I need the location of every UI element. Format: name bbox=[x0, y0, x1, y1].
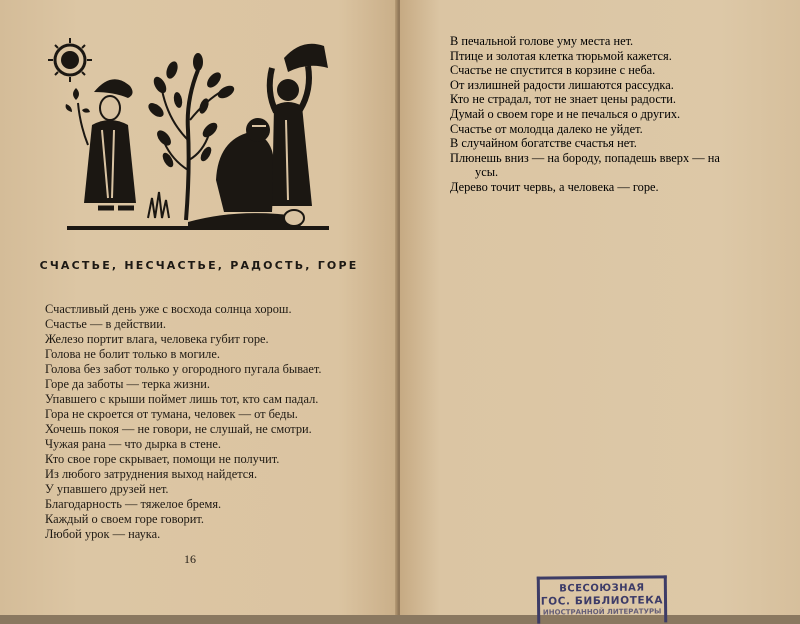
proverb-line: Дерево точит червь, а человека — горе. bbox=[450, 179, 659, 194]
proverb-line: Голова без забот только у огородного пугала бывает. bbox=[45, 362, 322, 376]
proverb-continuation-text: усы. bbox=[475, 165, 499, 180]
proverb-line: Плюнешь вниз — на бороду, попадешь вверх — на bbox=[450, 150, 720, 165]
proverb-line: Каждый о своем горе говорит. bbox=[45, 512, 204, 526]
section-title: СЧАСТЬЕ, НЕСЧАСТЬЕ, РАДОСТЬ, ГОРЕ bbox=[39, 259, 359, 272]
proverb-line: Чужая рана — что дырка в стене. bbox=[45, 437, 221, 451]
page-number: 16 bbox=[184, 552, 196, 566]
proverb-line: Из любого затруднения выход найдется. bbox=[45, 467, 258, 481]
proverb-line: Упавшего с крыши поймет лишь тот, кто сам падал. bbox=[45, 392, 319, 406]
proverb-list-right bbox=[450, 34, 720, 195]
proverb-line: Счастье не спустится в корзине с неба. bbox=[450, 63, 656, 78]
proverb-line: Гора не скроется от тумана, человек — от беды. bbox=[45, 407, 298, 421]
woodcut-illustration-icon bbox=[48, 30, 333, 235]
left-page bbox=[0, 0, 398, 615]
proverb-line: Птице и золотая клетка тюрьмой кажется. bbox=[450, 48, 672, 63]
proverb-line: Голова не болит только в могиле. bbox=[45, 347, 220, 361]
proverb-line: Любой урок — наука. bbox=[45, 527, 161, 541]
proverb-line-continuation bbox=[450, 165, 720, 180]
proverb-line: Счастье — в действии. bbox=[45, 317, 166, 331]
proverb-line: Счастливый день уже с восхода солнца хорош. bbox=[45, 302, 292, 316]
proverb-line: Счастье от молодца далеко не уйдет. bbox=[450, 121, 643, 136]
stamp-line-1: ВСЕСОЮЗНАЯ bbox=[559, 582, 645, 595]
title-rule bbox=[67, 226, 329, 230]
proverb-line: Железо портит влага, человека губит горе. bbox=[45, 332, 269, 346]
proverb-line: Благодарность — тяжелое бремя. bbox=[45, 497, 222, 511]
proverb-list-left bbox=[45, 302, 321, 542]
proverb-line: Кто не страдал, тот не знает цены радости. bbox=[450, 92, 677, 107]
proverb-line: Думай о своем горе и не печалься о других. bbox=[450, 106, 681, 121]
proverb-line: В случайном богатстве счастья нет. bbox=[450, 136, 637, 151]
library-stamp bbox=[537, 575, 667, 623]
proverb-line: Хочешь покоя — не говори, не слушай, не смотри. bbox=[45, 422, 312, 436]
stamp-line-3: ИНОСТРАННОЙ ЛИТЕРАТУРЫ bbox=[542, 607, 662, 617]
proverb-line: От излишней радости лишаются рассудка. bbox=[450, 77, 674, 92]
proverb-line: Кто свое горе скрывает, помощи не получит. bbox=[45, 452, 280, 466]
stamp-line-2: ГОС. БИБЛИОТЕКА bbox=[540, 594, 664, 608]
proverb-line: В печальной голове уму места нет. bbox=[450, 34, 634, 48]
proverb-line: Горе да заботы — терка жизни. bbox=[45, 377, 211, 391]
proverb-line: У упавшего друзей нет. bbox=[45, 482, 169, 496]
